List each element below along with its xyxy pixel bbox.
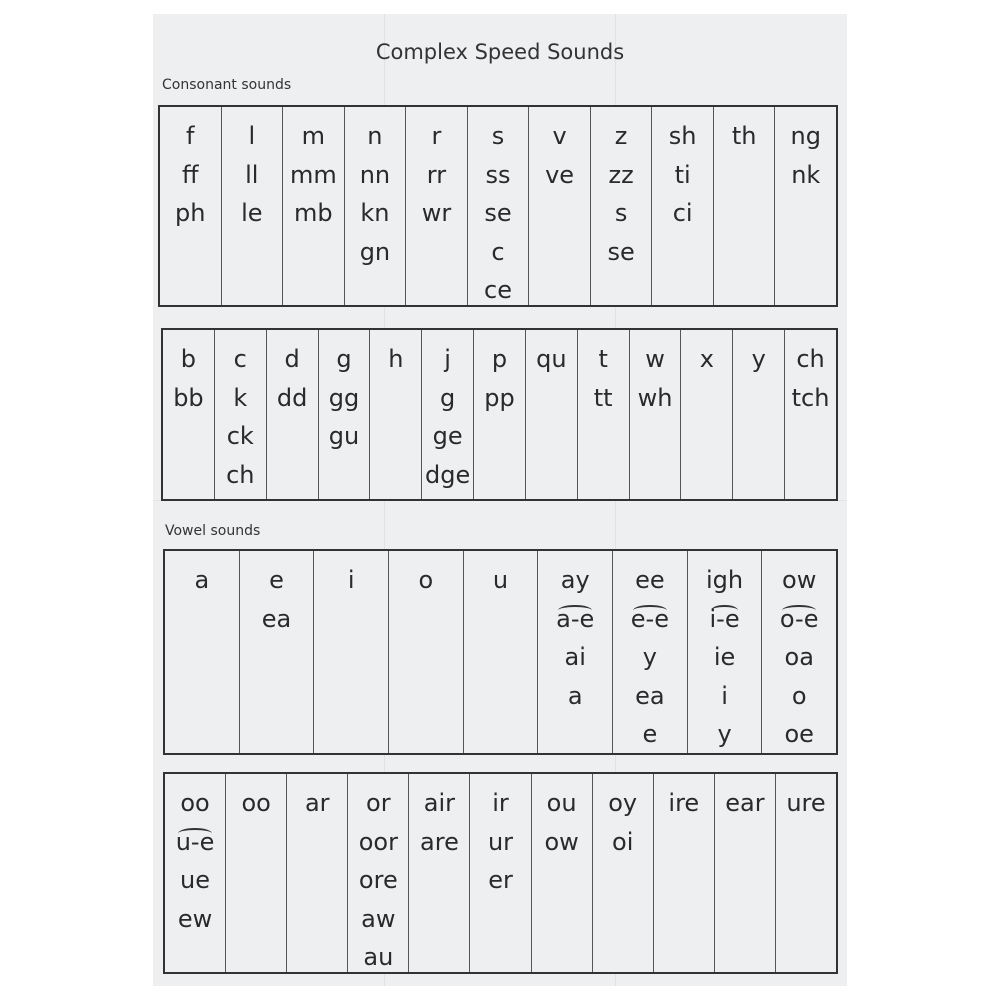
grapheme xyxy=(363,938,393,977)
grapheme-text: k xyxy=(233,383,248,412)
grapheme-text: igh xyxy=(705,566,744,594)
grapheme-text: air xyxy=(423,789,456,817)
sound-cell xyxy=(532,774,593,972)
grapheme-text: er xyxy=(488,866,513,894)
grapheme-text: u xyxy=(492,566,509,594)
grapheme xyxy=(178,900,212,939)
grapheme xyxy=(234,340,247,379)
grapheme xyxy=(643,638,657,677)
grapheme-text: oo xyxy=(241,789,271,817)
grapheme xyxy=(425,456,470,495)
grapheme xyxy=(262,600,291,639)
sound-cell xyxy=(319,330,371,499)
grapheme xyxy=(360,233,390,272)
grapheme xyxy=(367,117,382,156)
grapheme-text: a xyxy=(194,566,210,594)
grapheme xyxy=(432,117,442,156)
sound-cell xyxy=(470,774,531,972)
grapheme xyxy=(248,117,255,156)
grapheme-text: qu xyxy=(536,345,567,373)
grapheme xyxy=(492,340,507,379)
grapheme-text: a xyxy=(567,681,583,710)
grapheme xyxy=(565,638,586,677)
sound-cell xyxy=(776,774,836,972)
grapheme-text: ai xyxy=(564,643,586,671)
grapheme-text: se xyxy=(484,199,512,227)
grapheme xyxy=(792,677,807,716)
grapheme xyxy=(785,638,814,677)
grapheme-text: ss xyxy=(485,160,511,189)
grapheme xyxy=(615,117,628,156)
grapheme-text: ph xyxy=(175,199,206,227)
grapheme-text: ea xyxy=(261,604,292,633)
grapheme-text: gg xyxy=(328,383,360,412)
grapheme xyxy=(780,600,819,639)
grapheme-text: nn xyxy=(359,160,391,189)
grapheme xyxy=(361,900,395,939)
grapheme xyxy=(484,271,512,310)
grapheme-text: y xyxy=(642,643,657,671)
grapheme xyxy=(182,156,199,195)
grapheme-text: g xyxy=(336,345,352,373)
grapheme xyxy=(791,117,821,156)
grapheme-text: i xyxy=(347,566,355,594)
grapheme xyxy=(700,340,714,379)
grapheme xyxy=(709,600,739,639)
consonant-sounds-label: Consonant sounds xyxy=(162,77,292,93)
grapheme xyxy=(233,379,247,418)
grapheme xyxy=(545,156,574,195)
sound-cell xyxy=(785,330,836,499)
grapheme xyxy=(360,194,389,233)
grapheme xyxy=(424,784,455,823)
grapheme-text: ee xyxy=(635,566,665,594)
grapheme xyxy=(556,600,594,639)
grapheme-text: aw xyxy=(361,904,396,933)
sound-cell xyxy=(613,551,688,753)
grapheme xyxy=(444,340,451,379)
sound-cell xyxy=(163,330,215,499)
grapheme xyxy=(180,784,209,823)
grapheme-text: au xyxy=(363,943,394,971)
grapheme-text: m xyxy=(301,122,326,150)
sound-cell xyxy=(287,774,348,972)
grapheme-text: ore xyxy=(358,866,398,894)
grapheme xyxy=(329,379,359,418)
grapheme xyxy=(241,194,262,233)
grapheme-text: gn xyxy=(359,237,391,266)
sound-cell xyxy=(688,551,763,753)
grapheme-text: le xyxy=(241,199,263,227)
grapheme xyxy=(302,117,325,156)
sound-cell xyxy=(406,107,468,305)
grapheme xyxy=(635,561,665,600)
grapheme xyxy=(284,340,299,379)
grapheme-text: o xyxy=(418,566,434,594)
grapheme xyxy=(608,784,637,823)
sound-cell xyxy=(215,330,267,499)
grapheme xyxy=(791,156,820,195)
grapheme-text: h xyxy=(388,345,404,373)
grapheme-text: oor xyxy=(358,827,398,856)
grapheme-text: y xyxy=(751,345,766,373)
grapheme-text: ow xyxy=(544,827,579,856)
sound-cell xyxy=(681,330,733,499)
grapheme xyxy=(669,117,697,156)
grapheme-text: ck xyxy=(226,422,254,450)
grapheme-text: dd xyxy=(276,383,308,412)
grapheme-text: gu xyxy=(328,422,360,450)
grapheme-text: ie xyxy=(713,643,736,671)
sound-cell xyxy=(775,107,836,305)
grapheme xyxy=(552,117,566,156)
grapheme-text: se xyxy=(607,237,635,266)
grapheme-text: x xyxy=(699,345,714,373)
grapheme xyxy=(675,156,691,195)
grapheme-text: c xyxy=(233,345,247,373)
poster-title: Complex Speed Sounds xyxy=(375,40,625,64)
grapheme-text: e xyxy=(269,566,284,594)
grapheme xyxy=(645,340,665,379)
sound-cell xyxy=(526,330,578,499)
grapheme-text: i xyxy=(721,681,728,710)
grapheme-text: n xyxy=(367,122,383,150)
grapheme xyxy=(277,379,307,418)
grapheme xyxy=(484,194,511,233)
sound-cell xyxy=(160,107,222,305)
sound-cell xyxy=(714,107,776,305)
grapheme xyxy=(194,561,209,600)
grapheme-text: l xyxy=(248,122,256,150)
sound-cell xyxy=(165,774,226,972)
grapheme-text: o-e xyxy=(780,600,819,639)
grapheme xyxy=(294,194,333,233)
grapheme-text: s xyxy=(614,199,628,227)
grapheme xyxy=(561,561,590,600)
grapheme-text: zz xyxy=(608,160,634,189)
grapheme-text: ti xyxy=(674,160,691,189)
grapheme xyxy=(752,340,766,379)
grapheme xyxy=(241,784,270,823)
grapheme-text: g xyxy=(440,383,456,412)
grapheme xyxy=(792,379,830,418)
sound-cell xyxy=(226,774,287,972)
grapheme-text: ci xyxy=(672,199,693,227)
sound-cell xyxy=(538,551,613,753)
grapheme xyxy=(492,784,509,823)
grapheme-text: ire xyxy=(668,789,700,817)
grapheme xyxy=(784,715,813,754)
grapheme xyxy=(173,379,203,418)
grapheme-text: j xyxy=(444,345,451,373)
grapheme-text: bb xyxy=(173,383,204,412)
grapheme xyxy=(290,156,337,195)
grapheme-text: e xyxy=(642,720,658,748)
consonants-grid-1 xyxy=(158,105,838,307)
grapheme xyxy=(492,117,505,156)
sound-cell xyxy=(529,107,591,305)
grapheme xyxy=(420,823,459,862)
grapheme xyxy=(348,561,355,600)
grapheme-text: rr xyxy=(426,160,447,189)
grapheme-text: ea xyxy=(635,681,665,710)
grapheme-text: ow xyxy=(782,566,817,594)
grapheme xyxy=(642,715,657,754)
grapheme xyxy=(359,823,398,862)
sound-cell xyxy=(578,330,630,499)
grapheme xyxy=(635,677,664,716)
grapheme-text: or xyxy=(366,789,391,817)
grapheme-text: s xyxy=(491,122,505,150)
grapheme xyxy=(568,677,583,716)
grapheme-text: z xyxy=(614,122,628,150)
sound-cell xyxy=(652,107,714,305)
grapheme-text: ew xyxy=(177,904,213,933)
grapheme xyxy=(486,156,511,195)
grapheme-text: oo xyxy=(180,789,210,817)
grapheme-text: ve xyxy=(545,160,575,189)
grapheme-text: oa xyxy=(784,643,814,671)
sound-cell xyxy=(468,107,530,305)
grapheme-text: w xyxy=(645,345,665,373)
consonants-grid-2 xyxy=(161,328,838,501)
grapheme-text: p xyxy=(491,345,508,373)
sound-cell xyxy=(630,330,682,499)
sound-cell xyxy=(654,774,715,972)
grapheme xyxy=(786,784,825,823)
sound-cell xyxy=(283,107,345,305)
grapheme-text: oe xyxy=(784,720,814,748)
grapheme xyxy=(433,417,463,456)
grapheme xyxy=(176,823,215,862)
grapheme xyxy=(609,156,634,195)
grapheme xyxy=(422,194,452,233)
sound-cell xyxy=(715,774,776,972)
speed-sounds-poster xyxy=(153,14,847,986)
grapheme xyxy=(186,117,194,156)
sound-cell xyxy=(409,774,470,972)
grapheme-text: v xyxy=(552,122,567,150)
sound-cell xyxy=(165,551,240,753)
grapheme xyxy=(598,340,607,379)
grapheme-text: d xyxy=(284,345,300,373)
sound-cell xyxy=(348,774,409,972)
grapheme-text: tch xyxy=(791,383,830,412)
grapheme xyxy=(612,823,633,862)
grapheme xyxy=(668,784,699,823)
grapheme-text: th xyxy=(731,122,757,150)
grapheme xyxy=(721,677,728,716)
grapheme-text: kn xyxy=(360,199,390,227)
grapheme xyxy=(488,861,513,900)
grapheme-text: ar xyxy=(304,789,330,817)
grapheme-text: t xyxy=(598,345,608,373)
grapheme xyxy=(493,561,508,600)
sound-cell xyxy=(422,330,474,499)
grapheme xyxy=(175,194,205,233)
sound-cell xyxy=(464,551,539,753)
grapheme xyxy=(360,156,390,195)
grapheme-text: ir xyxy=(492,789,509,817)
grapheme xyxy=(544,823,578,862)
grapheme-text: dge xyxy=(425,460,471,489)
grapheme-text: ch xyxy=(796,345,825,373)
grapheme xyxy=(615,194,628,233)
sound-cell xyxy=(593,774,654,972)
grapheme xyxy=(594,379,613,418)
grapheme xyxy=(484,379,514,418)
grapheme xyxy=(181,340,196,379)
grapheme xyxy=(359,861,398,900)
grapheme xyxy=(329,417,359,456)
grapheme xyxy=(732,117,757,156)
grapheme xyxy=(419,561,434,600)
sound-cell xyxy=(267,330,319,499)
grapheme xyxy=(673,194,693,233)
grapheme-text: wh xyxy=(637,383,673,412)
grapheme xyxy=(717,715,731,754)
grapheme-text: f xyxy=(186,122,195,150)
sound-cell xyxy=(474,330,526,499)
grapheme xyxy=(547,784,577,823)
grapheme xyxy=(226,456,254,495)
grapheme-text: mb xyxy=(294,199,333,227)
grapheme-text: ure xyxy=(786,789,826,817)
sound-cell xyxy=(370,330,422,499)
grapheme-text: o xyxy=(791,681,807,710)
grapheme-text: tt xyxy=(593,383,613,412)
sound-cell xyxy=(314,551,389,753)
grapheme xyxy=(366,784,391,823)
grapheme-text: ng xyxy=(790,122,821,150)
grapheme-text: u-e xyxy=(176,823,215,862)
grapheme xyxy=(269,561,284,600)
sound-cell xyxy=(240,551,315,753)
vowel-sounds-label: Vowel sounds xyxy=(165,523,261,539)
grapheme-text: ear xyxy=(725,789,765,817)
grapheme-text: oy xyxy=(608,789,638,817)
grapheme-text: b xyxy=(180,345,197,373)
grapheme xyxy=(631,600,669,639)
grapheme xyxy=(388,340,403,379)
vowels-grid-1 xyxy=(163,549,838,755)
grapheme-text: ou xyxy=(546,789,577,817)
grapheme-text: pp xyxy=(484,383,515,412)
grapheme-text: ff xyxy=(182,160,199,189)
grapheme-text: ur xyxy=(487,827,514,856)
grapheme-text: ge xyxy=(432,422,463,450)
grapheme xyxy=(336,340,351,379)
sound-cell xyxy=(345,107,407,305)
grapheme-text: ch xyxy=(226,460,255,489)
grapheme xyxy=(488,823,513,862)
grapheme xyxy=(706,561,743,600)
grapheme xyxy=(491,233,504,272)
grapheme-text: sh xyxy=(668,122,697,150)
grapheme xyxy=(796,340,824,379)
grapheme xyxy=(725,784,764,823)
grapheme-text: e-e xyxy=(631,600,669,639)
grapheme-text: a-e xyxy=(556,600,594,639)
grapheme-text: are xyxy=(420,827,459,856)
grapheme-text: ay xyxy=(560,566,590,594)
grapheme-text: nk xyxy=(791,160,821,189)
grapheme-text: y xyxy=(717,720,732,748)
grapheme xyxy=(440,379,455,418)
grapheme xyxy=(536,340,566,379)
grapheme xyxy=(427,156,446,195)
grapheme-text: r xyxy=(431,122,442,150)
sound-cell xyxy=(733,330,785,499)
grapheme-text: ll xyxy=(245,160,259,189)
grapheme-text: mm xyxy=(289,160,337,189)
grapheme xyxy=(227,417,254,456)
sound-cell xyxy=(222,107,284,305)
grapheme xyxy=(638,379,673,418)
vowels-grid-2 xyxy=(163,772,838,974)
grapheme-text: oi xyxy=(612,827,634,856)
grapheme xyxy=(714,638,735,677)
grapheme-text: i-e xyxy=(709,600,739,639)
grapheme-text: c xyxy=(491,237,505,266)
sound-cell xyxy=(762,551,836,753)
grapheme xyxy=(245,156,258,195)
grapheme-text: ce xyxy=(484,276,512,304)
sound-cell xyxy=(389,551,464,753)
grapheme xyxy=(782,561,816,600)
sound-cell xyxy=(591,107,653,305)
grapheme-text: ue xyxy=(180,866,211,894)
grapheme-text: wr xyxy=(421,199,452,227)
grapheme xyxy=(305,784,330,823)
grapheme xyxy=(607,233,634,272)
grapheme xyxy=(180,861,210,900)
